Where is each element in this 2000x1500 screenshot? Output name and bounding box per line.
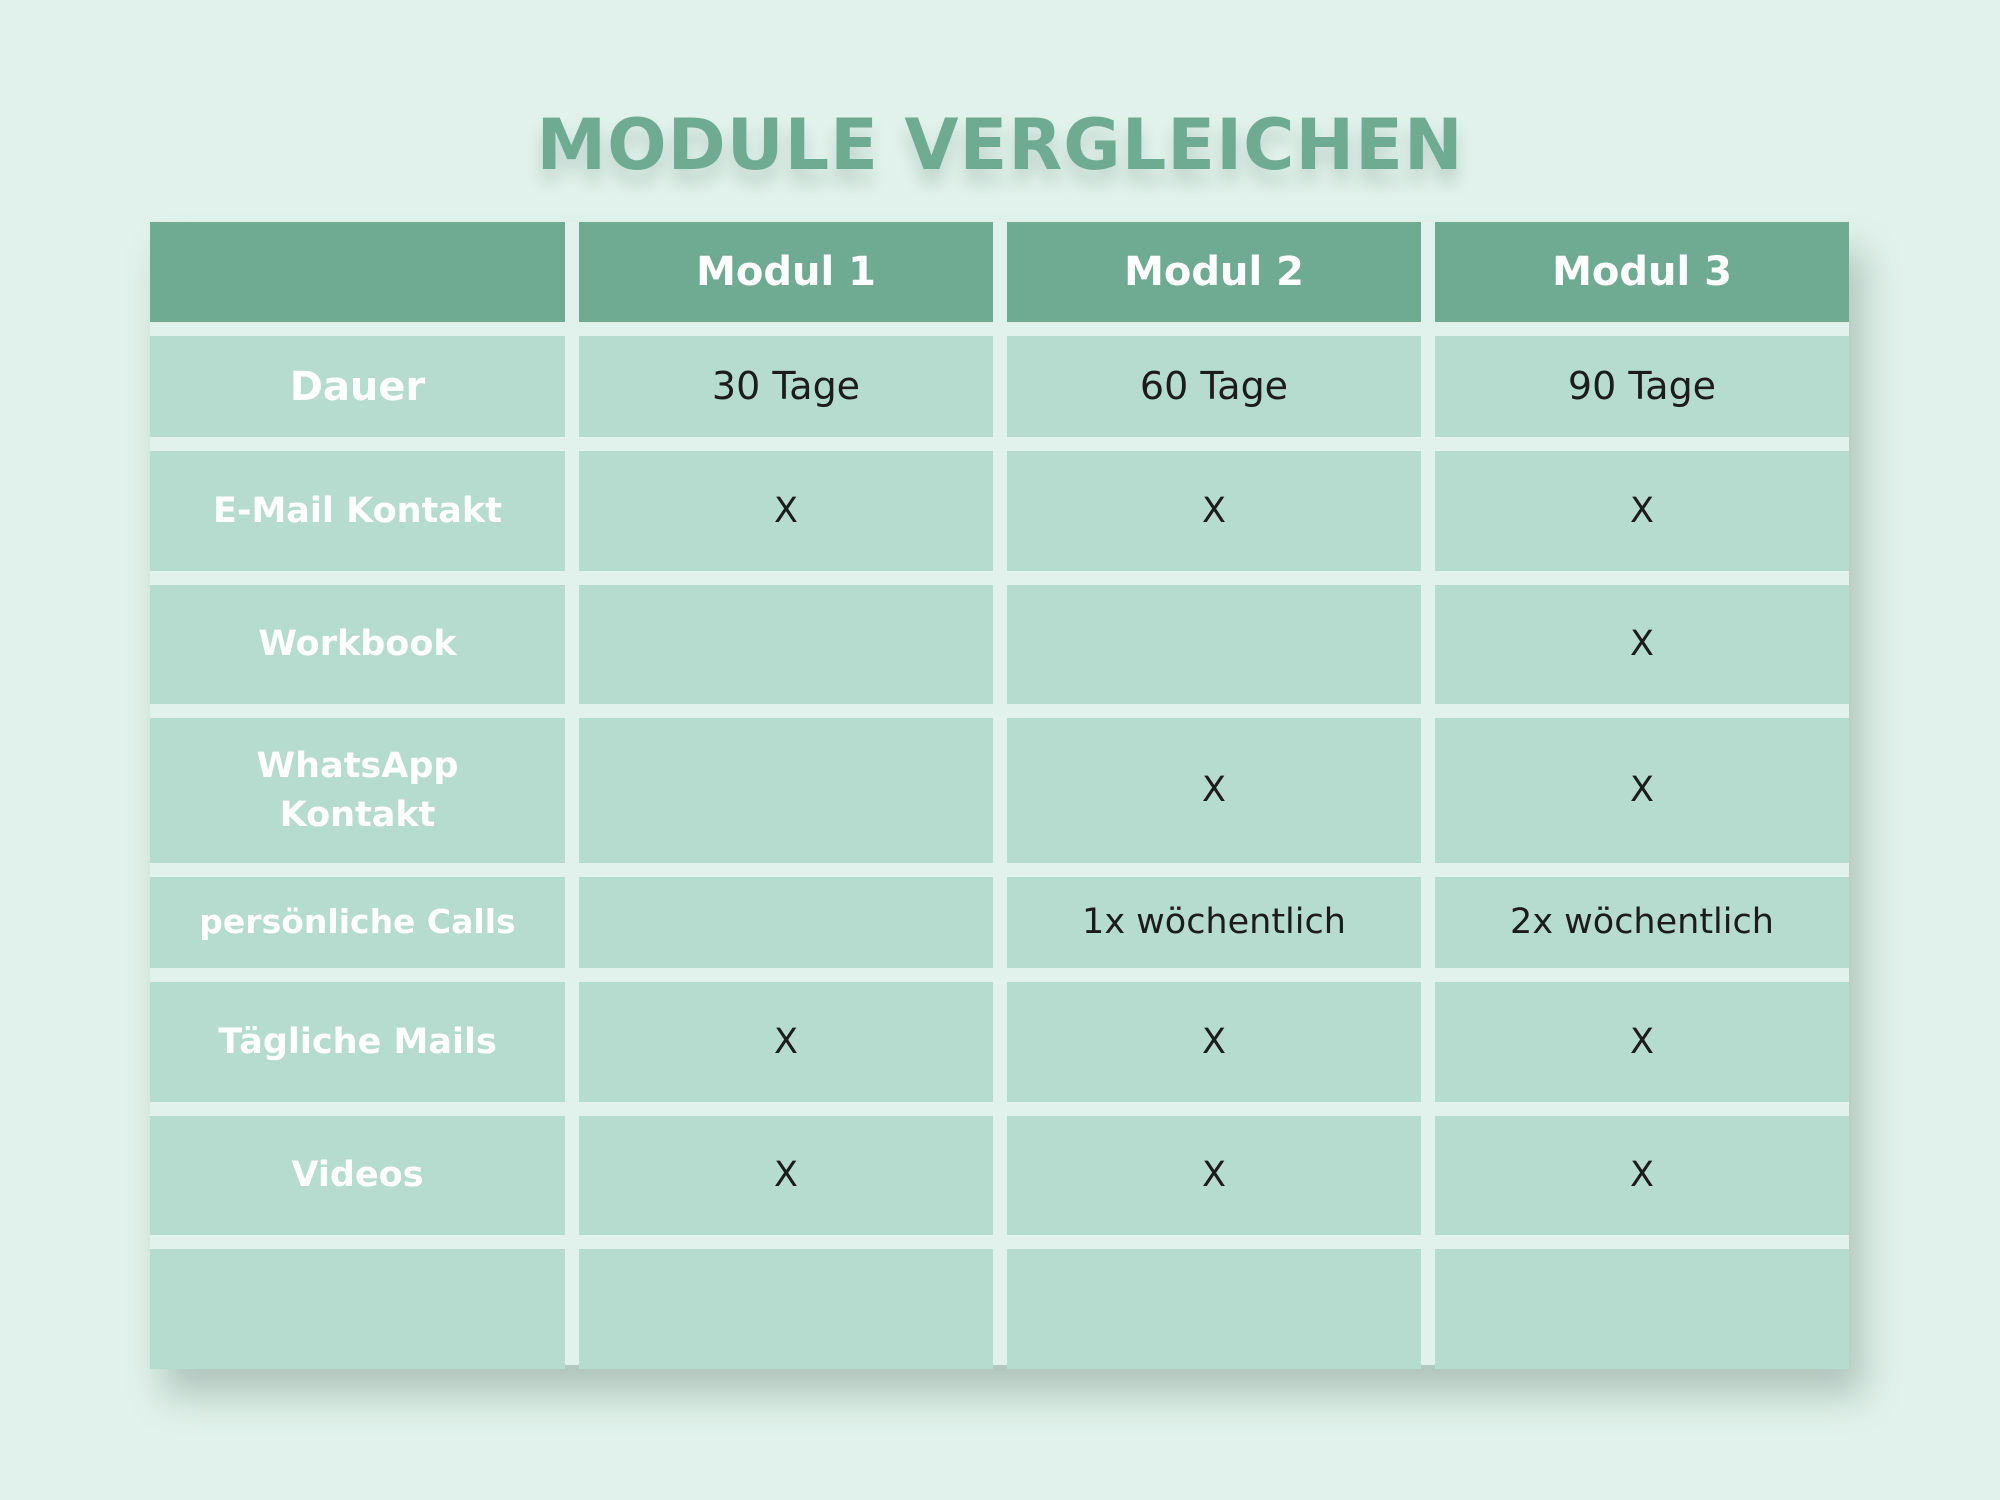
cell-whatsapp-modul-1 bbox=[579, 718, 993, 863]
cell-calls-modul-2: 1x wöchentlich bbox=[1007, 877, 1421, 968]
row-label-taegliche-mails: Tägliche Mails bbox=[150, 982, 565, 1102]
cell-workbook-modul-3: X bbox=[1435, 585, 1849, 704]
cell-empty-modul-3 bbox=[1435, 1249, 1849, 1369]
cell-dauer-modul-3: 90 Tage bbox=[1435, 336, 1849, 437]
row-label-whatsapp-kontakt: WhatsApp Kontakt bbox=[150, 718, 565, 863]
cell-empty-modul-2 bbox=[1007, 1249, 1421, 1369]
header-modul-3: Modul 3 bbox=[1435, 222, 1849, 322]
row-label-videos: Videos bbox=[150, 1116, 565, 1235]
cell-videos-modul-2: X bbox=[1007, 1116, 1421, 1235]
cell-email-modul-1: X bbox=[579, 451, 993, 571]
cell-whatsapp-modul-2: X bbox=[1007, 718, 1421, 863]
comparison-table bbox=[150, 222, 1849, 1369]
header-modul-1: Modul 1 bbox=[579, 222, 993, 322]
row-label-email-kontakt: E-Mail Kontakt bbox=[150, 451, 565, 571]
cell-workbook-modul-1 bbox=[579, 585, 993, 704]
page-title: MODULE VERGLEICHEN bbox=[536, 104, 1464, 186]
cell-workbook-modul-2 bbox=[1007, 585, 1421, 704]
cell-videos-modul-3: X bbox=[1435, 1116, 1849, 1235]
header-empty-cell bbox=[150, 222, 565, 322]
row-label-dauer: Dauer bbox=[150, 336, 565, 437]
cell-calls-modul-1 bbox=[579, 877, 993, 968]
cell-dauer-modul-2: 60 Tage bbox=[1007, 336, 1421, 437]
row-label-workbook: Workbook bbox=[150, 585, 565, 704]
row-label-empty bbox=[150, 1249, 565, 1369]
cell-mails-modul-3: X bbox=[1435, 982, 1849, 1102]
cell-dauer-modul-1: 30 Tage bbox=[579, 336, 993, 437]
header-modul-2: Modul 2 bbox=[1007, 222, 1421, 322]
cell-email-modul-2: X bbox=[1007, 451, 1421, 571]
cell-videos-modul-1: X bbox=[579, 1116, 993, 1235]
cell-mails-modul-2: X bbox=[1007, 982, 1421, 1102]
cell-whatsapp-modul-3: X bbox=[1435, 718, 1849, 863]
cell-email-modul-3: X bbox=[1435, 451, 1849, 571]
cell-empty-modul-1 bbox=[579, 1249, 993, 1369]
cell-mails-modul-1: X bbox=[579, 982, 993, 1102]
row-label-persoenliche-calls: persönliche Calls bbox=[150, 877, 565, 968]
cell-calls-modul-3: 2x wöchentlich bbox=[1435, 877, 1849, 968]
